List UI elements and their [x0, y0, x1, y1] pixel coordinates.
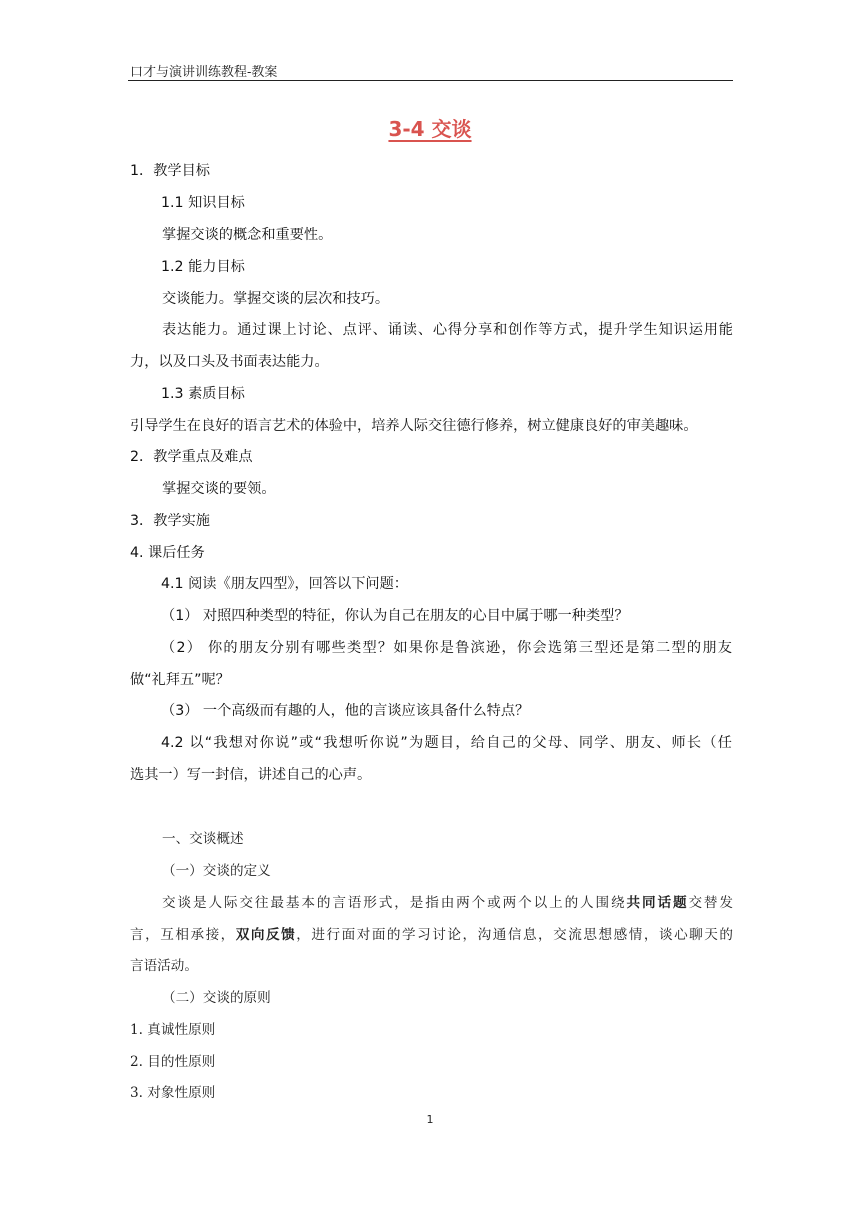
definition-text-1a: 交谈是人际交往最基本的言语形式，是指由两个或两个以上的人围绕	[162, 895, 627, 911]
section-heading-implementation: 3．教学实施	[130, 513, 210, 529]
section-heading-objectives: 1．教学目标	[130, 163, 210, 179]
definition-keyword-feedback: 双向反馈	[235, 927, 297, 943]
question-2a: （2） 你的朋友分别有哪些类型？如果你是鲁滨逊，你会选第三型还是第二型的朋友	[161, 640, 732, 656]
knowledge-text: 掌握交谈的概念和重要性。	[162, 227, 333, 243]
ability-text-1: 交谈能力。掌握交谈的层次和技巧。	[162, 291, 390, 307]
definition-line-3: 言语活动。	[130, 958, 198, 974]
running-header: 口才与演讲训练教程-教案	[130, 65, 278, 80]
overview-sub-definition: （一）交谈的定义	[162, 863, 271, 879]
definition-line-1	[162, 893, 733, 913]
principle-item: 1. 真诚性原则	[130, 1022, 216, 1038]
definition-text-2b: ，进行面对面的学习讨论，沟通信息，交流思想感情，谈心聊天的	[296, 927, 734, 943]
subsection-ability: 1.2 能力目标	[161, 259, 245, 275]
definition-text-1b: 交替发	[688, 895, 734, 911]
definition-keyword-topic: 共同话题	[626, 895, 689, 911]
question-2b: 做“礼拜五”呢？	[130, 672, 230, 688]
keypoints-text: 掌握交谈的要领。	[162, 481, 276, 497]
task-4-1: 4.1 阅读《朋友四型》，回答以下问题：	[161, 576, 408, 592]
definition-text-2a: 言，互相承接，	[130, 927, 236, 943]
ability-text-2a: 表达能力。通过课上讨论、点评、诵读、心得分享和创作等方式，提升学生知识运用能	[162, 322, 733, 338]
subsection-quality: 1.3 素质目标	[161, 386, 245, 402]
section-heading-keypoints: 2．教学重点及难点	[130, 449, 253, 465]
task-4-2a: 4.2 以“我想对你说”或“我想听你说”为题目，给自己的父母、同学、朋友、师长（任	[161, 735, 732, 751]
question-1: （1） 对照四种类型的特征，你认为自己在朋友的心目中属于哪一种类型？	[161, 608, 629, 624]
question-3: （3） 一个高级而有趣的人，他的言谈应该具备什么特点？	[161, 703, 530, 719]
page-number: 1	[426, 1113, 434, 1126]
principle-item: 3. 对象性原则	[130, 1085, 216, 1101]
overview-sub-principles: （二）交谈的原则	[162, 990, 271, 1006]
header-divider	[128, 80, 733, 81]
overview-heading: 一、交谈概述	[162, 831, 244, 847]
subsection-knowledge: 1.1 知识目标	[161, 195, 245, 211]
quality-text: 引导学生在良好的语言艺术的体验中，培养人际交往德行修养，树立健康良好的审美趣味。	[130, 418, 698, 434]
ability-text-2b: 力，以及口头及书面表达能力。	[130, 354, 329, 370]
definition-line-2	[130, 925, 733, 945]
section-heading-tasks: 4. 课后任务	[130, 545, 205, 561]
task-4-2b: 选其一）写一封信，讲述自己的心声。	[130, 767, 372, 783]
page-title: 3-4 交谈	[388, 117, 472, 141]
principle-item: 2. 目的性原则	[130, 1054, 216, 1070]
